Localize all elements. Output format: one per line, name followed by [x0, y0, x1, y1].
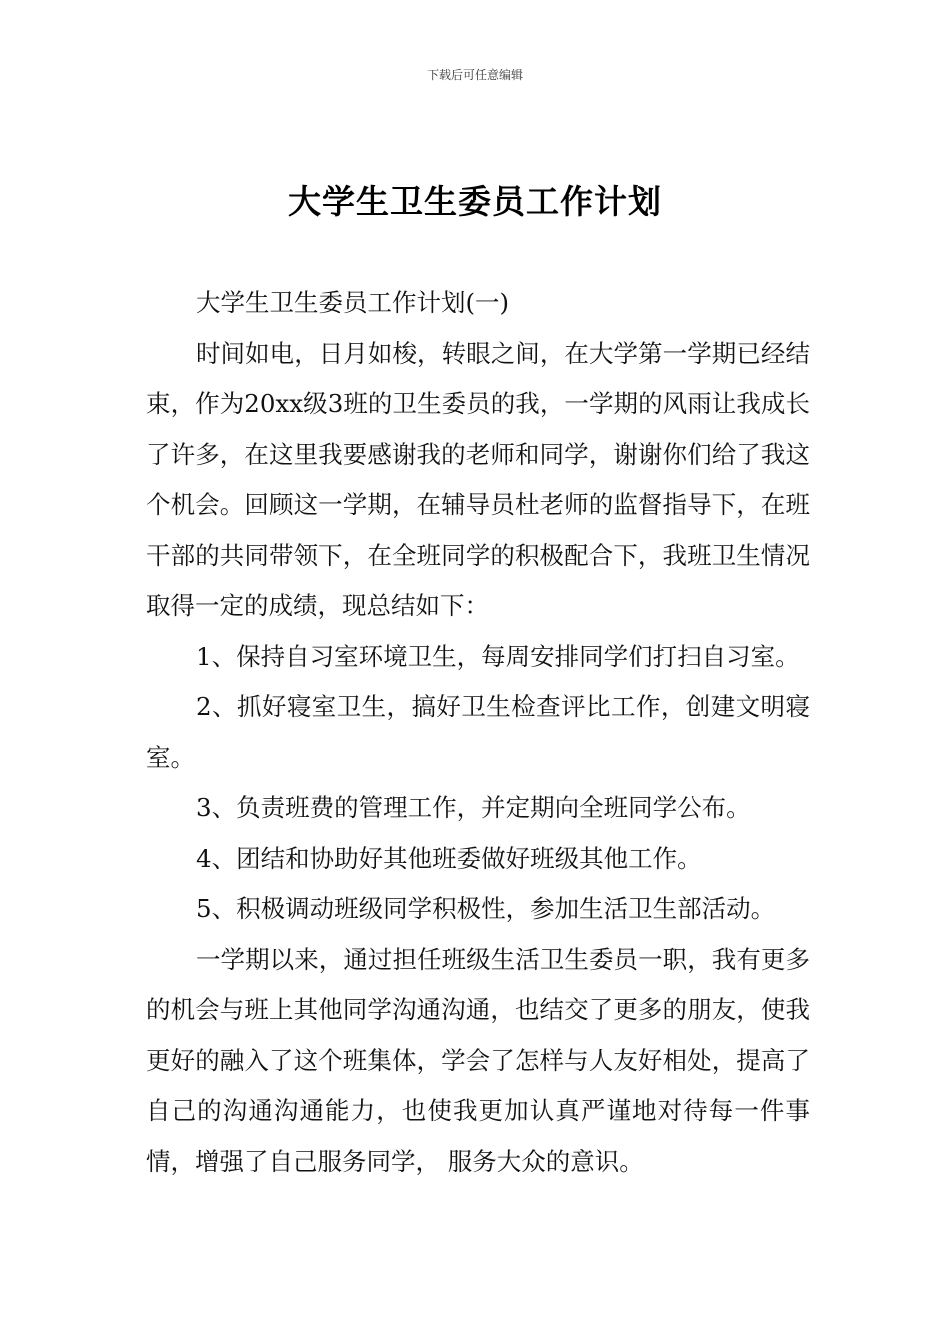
section-heading: 大学生卫生委员工作计划(一) [196, 288, 510, 317]
paragraph-intro: 时间如电，日月如梭，转眼之间，在大学第一学期已经结束，作为20xx级3班的卫生委员的我，一学期的风雨让我成长了许多，在这里我要感谢我的老师和同学，谢谢你们给了我这个机会。回顾这一学期，在辅导员杜老师的监督指导下，在班干部的共同带领下，在全班同学的积极配合下，我班卫生情况取得一定的成绩，现总结如下： [146, 338, 810, 620]
list-item-1: 1、保持自习室环境卫生，每周安排同学们打扫自习室。 [196, 641, 800, 671]
list-item-5: 5、积极调动班级同学积极性，参加生活卫生部活动。 [196, 894, 776, 923]
header-note: 下载后可任意编辑 [426, 68, 523, 82]
paragraph-summary: 一学期以来，通过担任班级生活卫生委员一职，我有更多的机会与班上其他同学沟通沟通，也结交了更多的朋友，使我更好的融入了这个班集体，学会了怎样与人友好相处，提高了自己的沟通沟通能力，也使我更加认真严谨地对待每一件事情，增强了自己服务同学， 服务大众的意识。 [146, 944, 810, 1176]
list-item-3: 3、负责班费的管理工作，并定期向全班同学公布。 [196, 793, 751, 822]
list-item-4: 4、团结和协助好其他班委做好班级其他工作。 [196, 843, 702, 873]
list-item-2: 2、抓好寝室卫生，搞好卫生检查评比工作，创建文明寝室。 [146, 692, 810, 772]
document-body [146, 278, 810, 1187]
document-title: 大学生卫生委员工作计划 [288, 182, 662, 221]
